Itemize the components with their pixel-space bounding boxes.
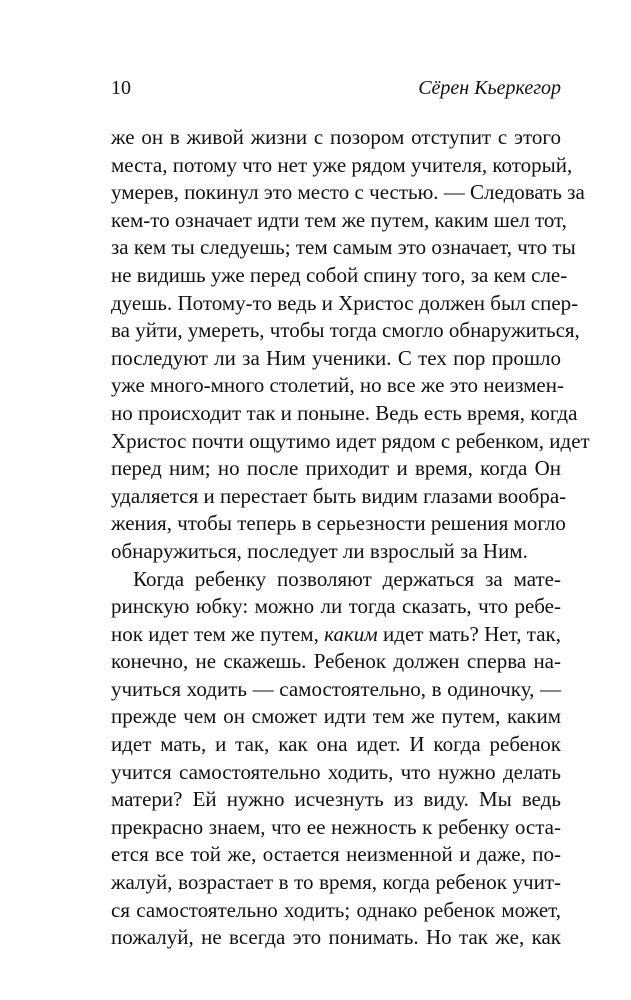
text-line: пожалуй, не всегда это понимать. Но так же, как (111, 925, 561, 950)
text-line: нок идет тем же путем, каким идет мать? Нет, так, (111, 621, 561, 646)
text-line: не видишь уже перед собой спину того, за кем сле- (111, 262, 568, 287)
text-line: но происходит так и поныне. Ведь есть время, когда (111, 400, 578, 425)
text-line: конечно, не скажешь. Ребенок должен сперва на- (111, 649, 561, 674)
paragraph (111, 124, 590, 566)
text-line: ринскую юбку: можно ли тогда сказать, что ребе- (111, 594, 561, 619)
text-line: удаляется и перестает быть видим глазами вообра- (111, 483, 567, 508)
text-line: кем-то означает идти тем же путем, каким шел тот, (111, 207, 567, 232)
paragraph (111, 566, 561, 952)
text-line: Христос почти ощутимо идет рядом с ребенком, идет (111, 428, 590, 453)
text-line: же он в живой жизни с позором отступит с этого (111, 125, 561, 149)
text-line: за кем ты следуешь; тем самым это означает, что ты (111, 235, 576, 260)
text-line: Когда ребенку позволяют держаться за мате- (133, 566, 561, 591)
text-line: уже много-много столетий, но все же это неизмен- (111, 373, 564, 398)
text-line: обнаружиться, последует ли взрослый за Ним. (111, 538, 528, 563)
emphasis-text: каким (324, 621, 378, 646)
text-line: места, потому что нет уже рядом учителя, который, (111, 152, 573, 177)
running-title: Сёрен Кьеркегор (418, 77, 561, 99)
text-line: прекрасно знаем, что ее нежность к ребенку оста- (111, 814, 561, 839)
text-line: жалуй, возрастает в то время, когда ребенок учит- (111, 870, 561, 895)
text-line: умерев, покинул это место с честью. — Следовать за (111, 180, 585, 205)
text-line: учиться ходить — самостоятельно, в одиночку, — (111, 676, 561, 701)
text-line: идет мать, и так, как она идет. И когда ребенок (111, 732, 561, 757)
text-line: ва уйти, умереть, чтобы тогда смогло обнаружиться, (111, 318, 580, 343)
running-header (111, 74, 561, 102)
text-line: учится самостоятельно ходить, что нужно делать (111, 759, 561, 784)
text-line: жения, чтобы теперь в серьезности решения могло (111, 511, 566, 536)
text-line: ется все той же, остается неизменной и даже, по- (111, 842, 561, 867)
text-line: последуют ли за Ним ученики. С тех пор прошло (111, 345, 561, 370)
text-line: ся самостоятельно ходить; однако ребенок может, (111, 897, 561, 922)
text-line: дуешь. Потому-то ведь и Христос должен был спер- (111, 290, 579, 315)
text-line: прежде чем он сможет идти тем же путем, каким (111, 704, 561, 729)
page-number: 10 (111, 77, 131, 99)
text-line: матери? Ей нужно исчезнуть из виду. Мы ведь (111, 787, 561, 812)
body-text (111, 124, 590, 952)
text-line: перед ним; но после приходит и время, когда Он (111, 456, 561, 481)
